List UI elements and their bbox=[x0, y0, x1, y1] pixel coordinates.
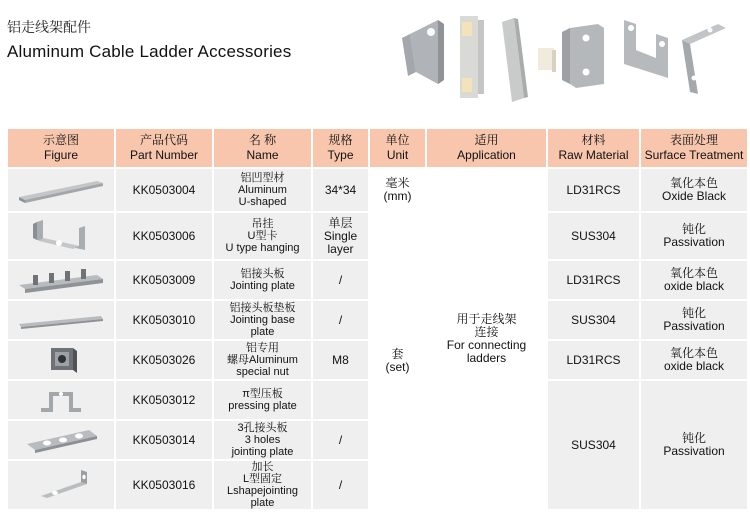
figure-cell bbox=[8, 213, 114, 259]
product-photo-banner bbox=[398, 6, 744, 106]
header-raw-material: 材料 Raw Material bbox=[548, 129, 639, 167]
raw-material: LD31RCS bbox=[548, 341, 639, 379]
header-name: 名 称 Name bbox=[214, 129, 311, 167]
figure-cell bbox=[8, 341, 114, 379]
u-hanger-icon bbox=[13, 216, 109, 256]
part-name: 铝接头板垫板 Jointing base plate bbox=[214, 301, 311, 339]
application-cell: 用于走线架 连接 For connecting ladders bbox=[427, 169, 546, 509]
bracket-photo-icon bbox=[402, 20, 444, 84]
part-type: / bbox=[313, 261, 368, 299]
page-title-chinese: 铝走线架配件 bbox=[7, 19, 91, 35]
part-name: 铝专用 螺母Aluminum special nut bbox=[214, 341, 311, 379]
figure-cell bbox=[8, 169, 114, 211]
pi-clamp-photo-icon bbox=[624, 20, 668, 78]
base-plate-icon bbox=[13, 308, 109, 332]
surface-treatment: 氧化本色 oxide black bbox=[641, 341, 747, 379]
figure-cell bbox=[8, 301, 114, 339]
l-bracket-photo-icon bbox=[682, 24, 726, 94]
header-unit: 单位 Unit bbox=[370, 129, 425, 167]
spacer-block-photo-icon bbox=[538, 48, 556, 72]
part-number: KK0503009 bbox=[116, 261, 212, 299]
surface-treatment: 钝化 Passivation bbox=[641, 381, 747, 509]
part-type: / bbox=[313, 421, 368, 459]
header-surface-treatment: 表面处理 Surface Treatment bbox=[641, 129, 747, 167]
three-hole-plate-icon bbox=[13, 424, 109, 456]
jointing-plate-icon bbox=[13, 265, 109, 295]
part-number: KK0503006 bbox=[116, 213, 212, 259]
part-type: 单层 Single layer bbox=[313, 213, 368, 259]
header-figure: 示意图 Figure bbox=[8, 129, 114, 167]
u-channel-profile-icon bbox=[13, 175, 109, 205]
part-name: 3孔接头板 3 holes jointing plate bbox=[214, 421, 311, 459]
l-shape-plate-icon bbox=[13, 468, 109, 502]
part-type: / bbox=[313, 301, 368, 339]
header-application: 适用 Application bbox=[427, 129, 546, 167]
surface-treatment: 氧化本色 oxide black bbox=[641, 261, 747, 299]
part-type: M8 bbox=[313, 341, 368, 379]
part-name: 吊挂 U型卡 U type hanging bbox=[214, 213, 311, 259]
unit-mm: 毫米 (mm) bbox=[370, 169, 425, 211]
header-part-number: 产品代码 Part Number bbox=[116, 129, 212, 167]
part-number: KK0503012 bbox=[116, 381, 212, 419]
part-type: / bbox=[313, 461, 368, 509]
part-type bbox=[313, 381, 368, 419]
part-number: KK0503014 bbox=[116, 421, 212, 459]
raw-material: SUS304 bbox=[548, 301, 639, 339]
surface-treatment: 氧化本色 Oxide Black bbox=[641, 169, 747, 211]
unit-set: 套 (set) bbox=[370, 213, 425, 509]
part-name: 铝凹型材 Aluminum U-shaped bbox=[214, 169, 311, 211]
figure-cell bbox=[8, 421, 114, 459]
surface-treatment: 钝化 Passivation bbox=[641, 301, 747, 339]
nut-rail-photo-icon bbox=[460, 16, 484, 98]
part-number: KK0503010 bbox=[116, 301, 212, 339]
part-type: 34*34 bbox=[313, 169, 368, 211]
part-name: π型压板 pressing plate bbox=[214, 381, 311, 419]
header-type: 规格 Type bbox=[313, 129, 368, 167]
part-number: KK0503026 bbox=[116, 341, 212, 379]
pi-pressing-plate-icon bbox=[13, 384, 109, 416]
part-name: 加长 L型固定 Lshapejointing plate bbox=[214, 461, 311, 509]
raw-material: SUS304 bbox=[548, 381, 639, 509]
surface-treatment: 钝化 Passivation bbox=[641, 213, 747, 259]
u-bracket-photo-icon bbox=[562, 24, 604, 88]
figure-cell bbox=[8, 381, 114, 419]
figure-cell bbox=[8, 261, 114, 299]
raw-material: SUS304 bbox=[548, 213, 639, 259]
part-number: KK0503004 bbox=[116, 169, 212, 211]
table-row bbox=[8, 169, 747, 211]
raw-material: LD31RCS bbox=[548, 169, 639, 211]
part-name: 铝接头板 Jointing plate bbox=[214, 261, 311, 299]
table-row bbox=[8, 213, 747, 259]
figure-cell bbox=[8, 461, 114, 509]
special-nut-icon bbox=[13, 344, 109, 376]
accessories-table bbox=[6, 127, 749, 511]
raw-material: LD31RCS bbox=[548, 261, 639, 299]
page-title: Aluminum Cable Ladder Accessories bbox=[7, 42, 292, 61]
flat-bar-photo-icon bbox=[502, 18, 528, 102]
part-number: KK0503016 bbox=[116, 461, 212, 509]
